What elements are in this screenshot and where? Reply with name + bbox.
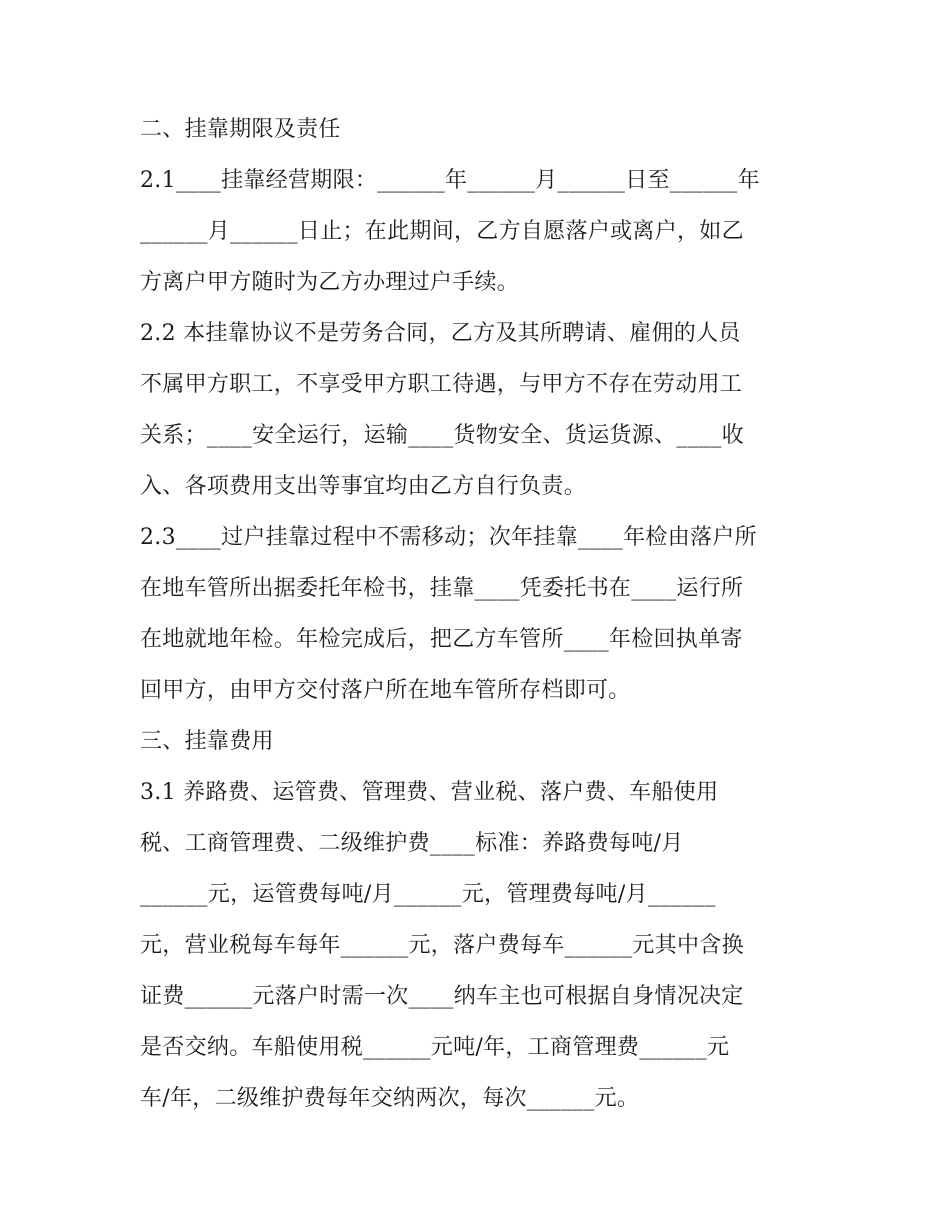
clause-2-3-line-2: 在地车管所出据委托年检书，挂靠____凭委托书在____运行所 (140, 576, 744, 601)
clause-2-2-line-4: 入、各项费用支出等事宜均由乙方自行负责。 (140, 474, 587, 499)
document-body (140, 104, 820, 1124)
clause-3-1-line-6: 是否交纳。车船使用税______元吨/年，工商管理费______元 (140, 1035, 730, 1060)
clause-3-1-line-7: 车/年，二级维护费每年交纳两次，每次______元。 (140, 1086, 640, 1111)
clause-3-1-line-2: 税、工商管理费、二级维护费____标准：养路费每吨/月 (140, 831, 684, 856)
section-heading-2: 二、挂靠期限及责任 (140, 117, 341, 142)
clause-3-1-line-1: 3.1 养路费、运管费、管理费、营业税、落户费、车船使用 (140, 780, 719, 805)
clause-3-1-line-3: ______元，运管费每吨/月______元，管理费每吨/月______ (140, 882, 716, 907)
clause-2-1-line-3: 方离户甲方随时为乙方办理过户手续。 (140, 270, 520, 295)
clause-3-1-line-5: 证费______元落户时需一次____纳车主也可根据自身情况决定 (140, 984, 744, 1009)
clause-2-2-line-2: 不属甲方职工，不享受甲方职工待遇，与甲方不存在劳动用工 (140, 372, 743, 397)
clause-2-2-line-1: 2.2 本挂靠协议不是劳务合同，乙方及其所聘请、雇佣的人员 (140, 321, 741, 346)
section-heading-3: 三、挂靠费用 (140, 729, 274, 754)
clause-2-3-line-1: 2.3____过户挂靠过程中不需移动；次年挂靠____年检由落户所 (140, 525, 757, 550)
clause-2-3-line-3: 在地就地年检。年检完成后，把乙方车管所____年检回执单寄 (140, 627, 743, 652)
clause-2-3-line-4: 回甲方，由甲方交付落户所在地车管所存档即可。 (140, 678, 631, 703)
clause-2-2-line-3: 关系；____安全运行，运输____货物安全、货运货源、____收 (140, 423, 744, 448)
clause-2-1-line-1: 2.1____挂靠经营期限：______年______月______日至______年 (140, 168, 760, 193)
clause-3-1-line-4: 元，营业税每车每年______元，落户费每车______元其中含换 (140, 933, 744, 958)
clause-2-1-line-2: ______月______日止；在此期间，乙方自愿落户或离户，如乙 (140, 219, 744, 244)
